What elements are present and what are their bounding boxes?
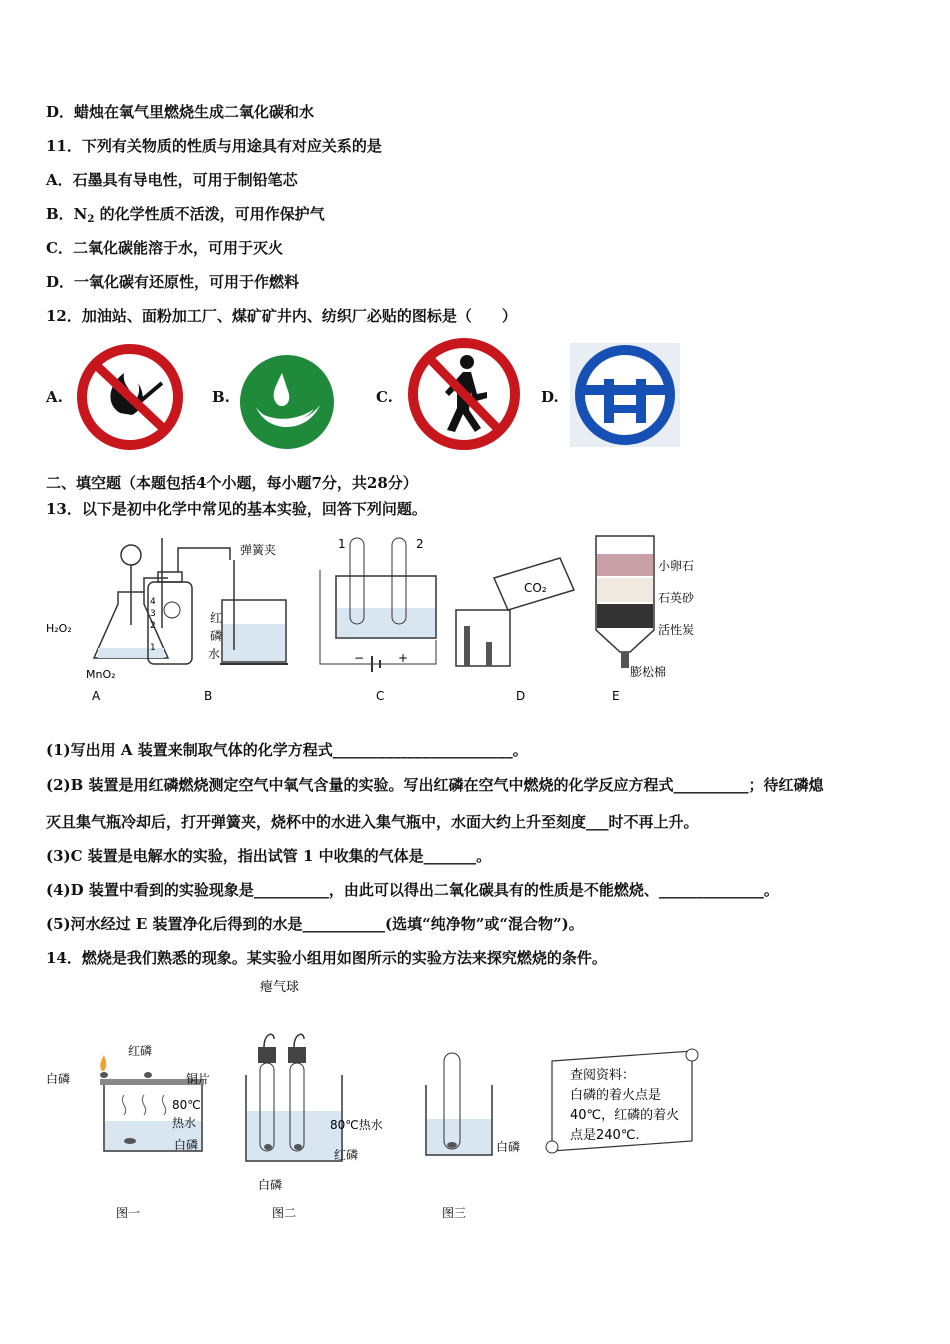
q13-apparatus-figure	[40, 530, 720, 710]
fig1-label-white-p-top: 白磷	[46, 1072, 71, 1086]
tick-4: 4	[150, 597, 156, 607]
q10-option-d: D．蜡烛在氧气里燃烧生成二氧化碳和水	[46, 103, 315, 121]
fig2-label-hot-water: 80℃热水	[330, 1118, 383, 1132]
label-h2o2: H₂O₂	[46, 622, 72, 635]
caption-a: A	[92, 689, 101, 703]
recycling-icon	[570, 343, 680, 447]
q12-stem: 12．加油站、面粉加工厂、煤矿矿井内、纺织厂必贴的图标是（ ）	[46, 307, 517, 325]
note-title: 查阅资料：	[570, 1068, 636, 1083]
fig2-label-red-p: 红磷	[334, 1148, 359, 1162]
section-2-title: 二、填空题（本题包括4个小题，每小题7分，共28分）	[46, 474, 418, 492]
label-water: 水	[208, 647, 221, 661]
label-tube-1: 1	[338, 537, 346, 551]
tick-3: 3	[150, 609, 156, 619]
label-clip: 弹簧夹	[240, 543, 277, 557]
q13-part-3: (3)C 装置是电解水的实验，指出试管 1 中收集的气体是_______。	[46, 847, 492, 865]
label-red: 红	[210, 611, 223, 625]
label-quartz-sand: 石英砂	[658, 591, 695, 605]
q11-b-sub: 2	[87, 214, 95, 225]
q11-option-c: C．二氧化碳能溶于水，可用于灭火	[46, 239, 283, 257]
q12-label-d: D.	[541, 388, 559, 406]
fig1-caption: 图一	[116, 1206, 141, 1220]
note-line-2: 40℃，红磷的着火	[570, 1108, 680, 1123]
caption-b: B	[204, 689, 213, 703]
fig1-label-temp: 80℃	[172, 1098, 201, 1112]
q13-part-2a: (2)B 装置是用红磷燃烧测定空气中氧气含量的实验。写出红磷在空气中燃烧的化学反应方程式__________；待红磷熄	[46, 776, 824, 794]
q13-part-1: (1)写出用 A 装置来制取气体的化学方程式________________________。	[46, 741, 528, 759]
label-tube-2: 2	[416, 537, 424, 551]
fig1-label-white-p-bottom: 白磷	[174, 1138, 199, 1152]
q11-option-d: D．一氧化碳有还原性，可用于作燃料	[46, 273, 300, 291]
q11-option-a: A．石墨具有导电性，可用于制铅笔芯	[46, 171, 298, 189]
caption-d: D	[516, 689, 526, 703]
q14-figure	[40, 975, 720, 1225]
q13-stem: 13．以下是初中化学中常见的基本实验，回答下列问题。	[46, 500, 427, 518]
label-minus: −	[354, 651, 365, 665]
caption-c: C	[376, 689, 385, 703]
fig2-caption: 图二	[272, 1206, 297, 1220]
q11-stem: 11．下列有关物质的性质与用途具有对应关系的是	[46, 137, 382, 155]
note-line-3: 点是240℃.	[570, 1128, 640, 1143]
label-co2: CO₂	[524, 581, 547, 595]
fig3-caption: 图三	[442, 1206, 467, 1220]
apparatus-a	[94, 545, 168, 658]
label-activated-carbon: 活性炭	[658, 623, 695, 637]
q11-b-pre: B．N	[46, 205, 88, 223]
q12-label-c: C.	[376, 388, 393, 406]
q13-part-5: (5)河水经过 E 装置净化后得到的水是___________(选填“纯净物”或“混合物”)。	[46, 915, 584, 933]
figure-3-apparatus	[426, 1053, 492, 1155]
fig3-label-white-p: 白磷	[496, 1140, 521, 1154]
water-saving-icon	[238, 353, 336, 451]
fig1-label-copper: 铜片	[186, 1072, 211, 1086]
note-line-1: 白磷的着火点是	[570, 1088, 662, 1103]
tick-1: 1	[150, 643, 156, 653]
fig2-label-balloon: 瘪气球	[260, 980, 300, 995]
figure-2-apparatus	[246, 1034, 342, 1161]
label-pebbles: 小卵石	[658, 559, 695, 573]
tick-2: 2	[150, 621, 156, 631]
fig1-label-red-p: 红磷	[128, 1044, 153, 1058]
label-plus: +	[398, 651, 409, 665]
caption-e: E	[612, 689, 620, 703]
q11-option-b	[46, 204, 325, 230]
label-phosphorus: 磷	[210, 629, 223, 643]
fig2-label-white-p: 白磷	[258, 1178, 283, 1192]
label-cotton: 膨松棉	[630, 665, 667, 679]
q11-b-post: 的化学性质不活泼，可用作保护气	[94, 205, 325, 223]
q12-label-b: B.	[212, 388, 230, 406]
q12-label-a: A.	[46, 388, 63, 406]
label-mno2: MnO₂	[86, 668, 116, 681]
fig1-label-hot-water: 热水	[172, 1116, 197, 1130]
q14-stem: 14．燃烧是我们熟悉的现象。某实验小组用如图所示的实验方法来探究燃烧的条件。	[46, 949, 607, 967]
apparatus-e	[596, 536, 654, 668]
apparatus-c	[320, 538, 436, 672]
q13-part-2b: 灭且集气瓶冷却后，打开弹簧夹，烧杯中的水进入集气瓶中，水面大约上升至刻度___时不再上升。	[46, 813, 699, 831]
apparatus-d	[456, 558, 574, 666]
q13-part-4: (4)D 装置中看到的实验现象是__________，由此可以得出二氧化碳具有的性质是不能燃烧、______________。	[46, 881, 779, 899]
no-pedestrian-icon	[405, 336, 523, 452]
no-fire-icon	[74, 343, 186, 451]
